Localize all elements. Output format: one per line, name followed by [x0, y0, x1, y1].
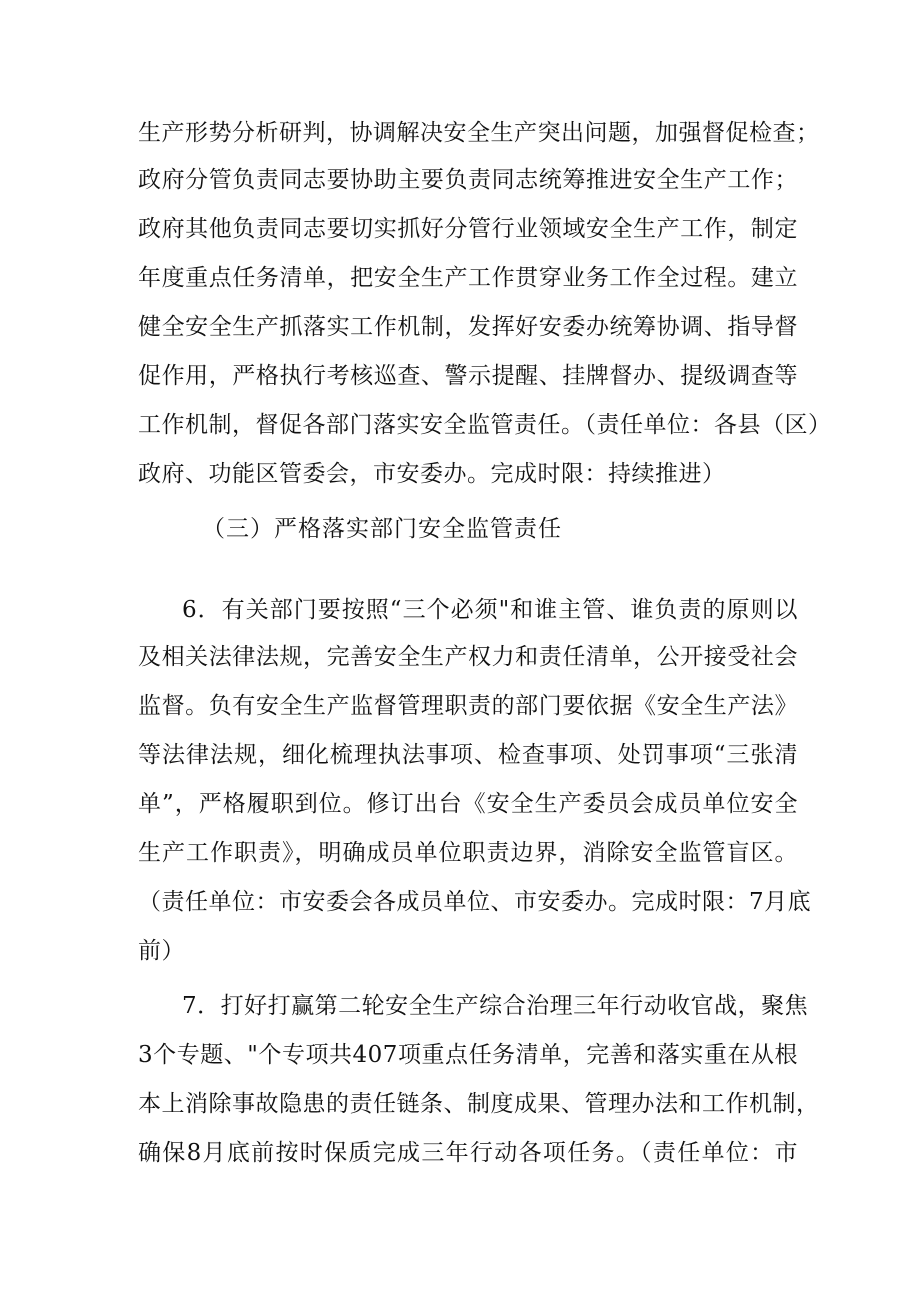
text-line: （责任单位：市安委会各成员单位、市安委办。完成时限：7月底 — [138, 889, 812, 915]
text-line: 确保8月底前按时保质完成三年行动各项任务。（责任单位：市 — [138, 1140, 798, 1166]
text-line: 政府其他负责同志要切实抓好分管行业领域安全生产工作，制定 — [138, 216, 798, 242]
text-line: 前） — [138, 938, 185, 964]
text-line: 等法律法规，细化梳理执法事项、检查事项、处罚事项“三张清 — [138, 742, 798, 768]
text-line: 及相关法律法规，完善安全生产权力和责任清单，公开接受社会 — [138, 644, 798, 670]
text-line: 单”，严格履职到位。修订出台《安全生产委员会成员单位安全 — [138, 791, 798, 817]
text-line: 健全安全生产抓落实工作机制，发挥好安委办统筹协调、指导督 — [138, 314, 798, 340]
text-line: 生产工作职责》，明确成员单位职责边界，消除安全监管盲区。 — [138, 840, 798, 866]
text-line: 3个专题、"个专项共407项重点任务清单，完善和落实重在从根 — [138, 1042, 798, 1068]
text-line: 工作机制，督促各部门落实安全监管责任。（责任单位：各县（区） — [138, 412, 832, 438]
text-line: 6．有关部门要按照“三个必须"和谁主管、谁负责的原则以 — [182, 597, 798, 623]
text-line: 促作用，严格执行考核巡查、警示提醒、挂牌督办、提级调查等 — [138, 363, 798, 389]
text-line: 7．打好打赢第二轮安全生产综合治理三年行动收官战，聚焦 — [182, 993, 809, 1019]
text-line: 监督。负有安全生产监督管理职责的部门要依据《安全生产法》 — [138, 693, 798, 719]
text-line: 生产形势分析研判，协调解决安全生产突出问题，加强督促检查； — [138, 120, 820, 146]
section-heading: （三）严格落实部门安全监管责任 — [202, 516, 562, 542]
text-line: 政府分管负责同志要协助主要负责同志统筹推进安全生产工作； — [138, 167, 798, 193]
text-line: 政府、功能区管委会，市安委办。完成时限：持续推进） — [138, 461, 726, 487]
text-line: 本上消除事故隐患的责任链条、制度成果、管理办法和工作机制， — [138, 1091, 820, 1117]
text-line: 年度重点任务清单，把安全生产工作贯穿业务工作全过程。建立 — [138, 265, 798, 291]
